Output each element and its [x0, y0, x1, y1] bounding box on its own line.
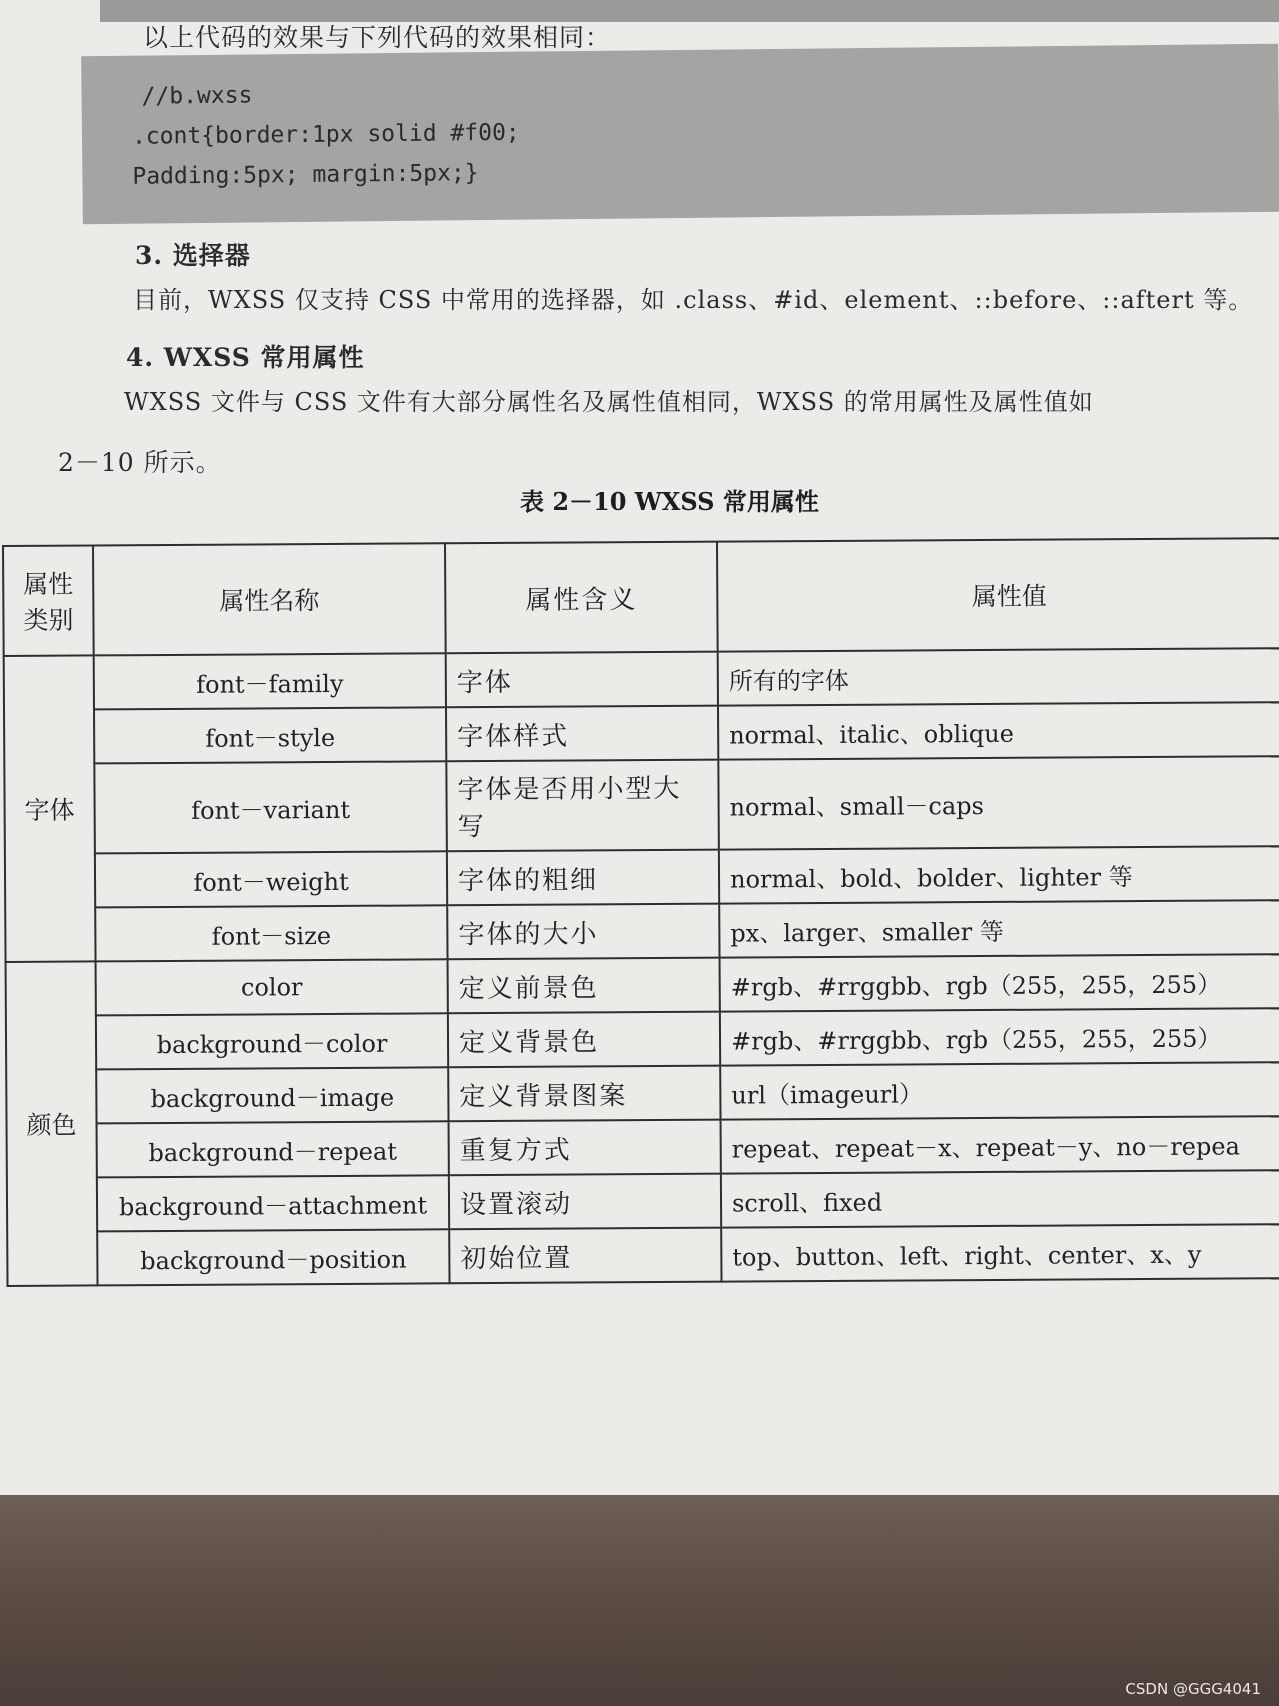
header-meaning: 属性含义: [445, 542, 718, 654]
property-name: font－family: [94, 653, 446, 709]
category-color: 颜色: [6, 961, 98, 1286]
property-value: normal、small－caps: [718, 756, 1279, 850]
table-row: [4, 702, 1279, 764]
wxss-properties-table: [2, 537, 1279, 1287]
header-category: 属性类别: [3, 545, 94, 656]
property-value: repeat、repeat－x、repeat－y、no－repea: [721, 1116, 1279, 1174]
property-value: url（imageurl）: [720, 1062, 1279, 1120]
code-line-2: .cont{border:1px solid #f00;: [131, 119, 520, 150]
table-row: [7, 1116, 1279, 1178]
section-4-body-line-2: 2－10 所示。: [58, 448, 222, 477]
code-line-1: //b.wxss: [141, 82, 253, 110]
table-header-row: [3, 538, 1279, 656]
table-row: [4, 648, 1279, 710]
section-4-heading: 4. WXSS 常用属性: [126, 343, 365, 372]
property-meaning: 定义背景图案: [448, 1066, 720, 1122]
table-row: [5, 900, 1279, 962]
table-row: [5, 846, 1279, 908]
property-value: normal、bold、bolder、lighter 等: [719, 846, 1279, 904]
property-value: scroll、fixed: [721, 1170, 1279, 1228]
property-value: 所有的字体: [718, 648, 1279, 706]
property-name: background－attachment: [97, 1175, 449, 1231]
table-row: [6, 1062, 1279, 1124]
property-value: #rgb、#rrggbb、rgb（255，255，255）: [720, 1008, 1279, 1066]
property-name: font－weight: [95, 851, 447, 907]
property-meaning: 字体的粗细: [447, 850, 719, 906]
property-name: font－variant: [94, 761, 447, 853]
section-3-body: 目前，WXSS 仅支持 CSS 中常用的选择器，如 .class、#id、element、::before、::aftert 等。: [133, 286, 1254, 314]
table-row: [6, 1008, 1279, 1070]
section-3-heading: 3. 选择器: [135, 241, 251, 270]
table-row: [7, 1224, 1279, 1286]
property-value: #rgb、#rrggbb、rgb（255，255，255）: [720, 954, 1279, 1012]
code-block: [81, 44, 1279, 225]
property-value: normal、italic、oblique: [718, 702, 1279, 760]
property-meaning: 字体是否用小型大写: [446, 760, 719, 852]
property-meaning: 字体的大小: [447, 904, 719, 960]
property-name: background－position: [97, 1229, 449, 1285]
property-name: background－color: [96, 1013, 448, 1069]
property-meaning: 定义前景色: [448, 958, 720, 1014]
background-surface: [0, 1495, 1279, 1706]
header-value: 属性值: [717, 538, 1279, 652]
property-meaning: 设置滚动: [449, 1174, 721, 1230]
property-value: px、larger、smaller 等: [719, 900, 1279, 958]
table-row: [4, 756, 1279, 854]
header-name: 属性名称: [93, 543, 446, 655]
property-meaning: 定义背景色: [448, 1012, 720, 1068]
property-meaning: 字体: [446, 652, 718, 708]
code-line-3: Padding:5px; margin:5px;}: [132, 160, 479, 190]
section-4-body-line-1: WXSS 文件与 CSS 文件有大部分属性名及属性值相同，WXSS 的常用属性及属性值如: [124, 388, 1094, 416]
property-name: color: [96, 959, 448, 1015]
table-row: [6, 954, 1279, 1016]
property-value: top、button、left、right、center、x、y: [721, 1224, 1279, 1282]
category-font: 字体: [4, 655, 96, 962]
table-caption: 表 2－10 WXSS 常用属性: [520, 487, 819, 516]
property-name: font－style: [94, 707, 446, 763]
property-meaning: 初始位置: [449, 1228, 721, 1284]
property-name: font－size: [95, 905, 447, 961]
property-meaning: 重复方式: [449, 1120, 721, 1176]
property-name: background－repeat: [97, 1121, 449, 1177]
table-row: [7, 1170, 1279, 1232]
property-meaning: 字体样式: [446, 706, 718, 762]
intro-text: 以上代码的效果与下列代码的效果相同：: [143, 23, 612, 52]
property-name: background－image: [96, 1067, 448, 1123]
watermark: CSDN @GGG4041: [1125, 1680, 1261, 1698]
